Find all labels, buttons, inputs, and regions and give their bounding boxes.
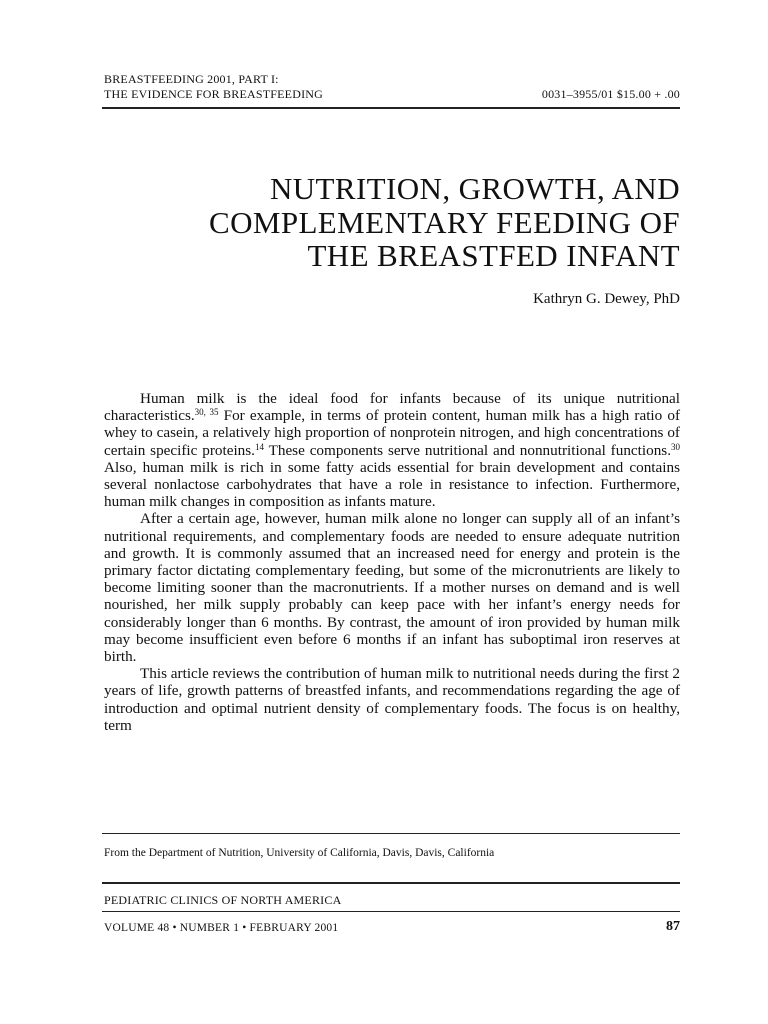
p1-text-3: These components serve nutritional and nonnutritional functions.	[263, 441, 671, 459]
footer-rule-bottom	[102, 911, 680, 912]
title-line-2: COMPLEMENTARY FEEDING OF	[209, 204, 680, 240]
series-line-1: BREASTFEEDING 2001, PART I:	[104, 72, 279, 86]
issn-price: 0031–3955/01 $15.00 + .00	[541, 87, 680, 101]
p1-text-4: Also, human milk is rich in some fatty acids essential for brain development and contains several nonlactose carbohydrates that have a role in resistance to infection. Furthermore, human milk changes in composition as infants mature.	[104, 458, 680, 511]
series-title	[104, 72, 484, 102]
citation-ref: 30	[671, 441, 680, 452]
page-number: 87	[666, 919, 680, 934]
paragraph-2: After a certain age, however, human milk alone no longer can supply all of an infant’s nutritional requirements, and complementary foods are needed to ensure adequate nutrition and growth. It is commonly assumed that an increased need for energy and protein is the primary factor dictating complementary feeding, but some of the micronutrients are likely to become limiting sooner than the macronutrients. If a mother nurses on demand and is well nourished, her milk supply probably can keep pace with her infant’s energy needs for considerably longer than 6 months. By contrast, the amount of iron provided by human milk may become insufficient even before 6 months if an infant has suboptimal iron reserves at birth.	[104, 510, 680, 666]
article-title	[104, 172, 680, 273]
volume-issue: VOLUME 48 • NUMBER 1 • FEBRUARY 2001	[104, 922, 339, 934]
citation-ref: 30, 35	[194, 407, 219, 418]
p1-text-1: Human milk is the ideal food for infants because of its unique nutritional characteristics.	[104, 390, 680, 425]
affiliation-footnote: From the Department of Nutrition, University of California, Davis, Davis, California	[104, 847, 495, 859]
p1-text-2: For example, in terms of protein content, human milk has a high ratio of whey to casein, a relatively high proportion of nonprotein nitrogen, and high concentrations of certain specific proteins.	[104, 407, 681, 459]
series-line-2: THE EVIDENCE FOR BREASTFEEDING	[104, 87, 323, 101]
author-name: Kathryn G. Dewey, PhD	[533, 291, 680, 307]
citation-ref: 14	[254, 441, 264, 452]
title-line-1: NUTRITION, GROWTH, AND	[269, 171, 680, 206]
title-line-3: THE BREASTFED INFANT	[307, 238, 680, 273]
header-rule	[102, 107, 680, 109]
journal-name: PEDIATRIC CLINICS OF NORTH AMERICA	[104, 893, 342, 907]
footnote-rule	[102, 833, 680, 834]
footer-rule-top	[102, 882, 680, 884]
paragraph-3: This article reviews the contribution of human milk to nutritional needs during the first 2 years of life, growth patterns of breastfed infants, and recommendations regarding the age of introduction and optimal nutrient density of complementary foods. The focus is on healthy, term	[104, 665, 680, 734]
paragraph-1	[104, 390, 680, 510]
article-body	[104, 390, 680, 734]
